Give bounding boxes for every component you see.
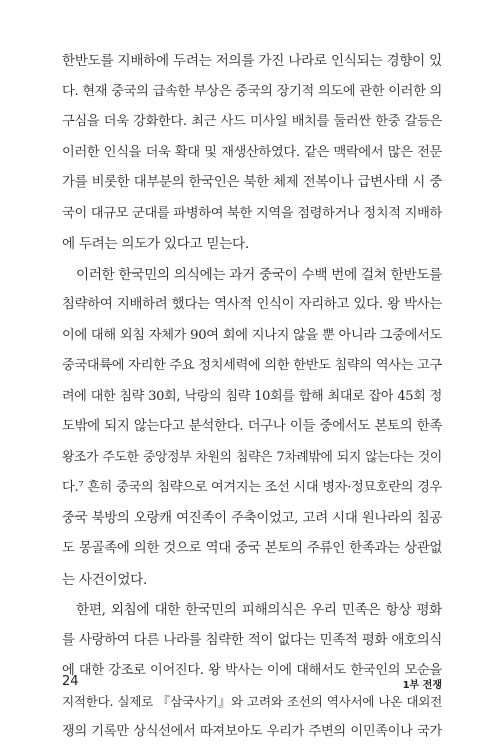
text-line: 구심을 더욱 강화한다. 최근 사드 미사일 배치를 둘러싼 한중 갈등은	[62, 114, 442, 129]
text-line: 려에 대한 침략 30회, 낙랑의 침략 10회를 합해 최대로 잡아 45회 정	[62, 388, 442, 404]
text-line: 지적한다. 실제로 『삼국사기』와 고려와 조선의 역사서에 나온 대외전	[62, 693, 442, 709]
text-line: 이에 대해 외침 자체가 90여 회에 지나지 않을 뿐 아니라 그중에서도	[62, 327, 442, 343]
text-line: 도 몽골족에 의한 것으로 역대 중국 본토의 주류인 한족과는 상관없	[62, 541, 442, 556]
text-line: 가를 비롯한 대부분의 한국인은 북한 체제 전복이나 급변사태 시 중	[62, 175, 442, 190]
text-line: 왕조가 주도한 중앙정부 차원의 침략은 7차례밖에 되지 않는다는 것이	[62, 449, 442, 465]
text-line: 이러한 한국민의 의식에는 과거 중국이 수백 번에 걸쳐 한반도를	[76, 266, 442, 283]
text-line: 다. 현재 중국의 급속한 부상은 중국의 장기적 의도에 관한 이러한 의	[62, 83, 442, 99]
text-line: 쟁의 기록만 상식선에서 따져보아도 우리가 주변의 이민족이나 국가	[62, 724, 442, 739]
text-line: 한편, 외침에 대한 한국민의 피해의식은 우리 민족은 항상 평화	[76, 602, 442, 618]
text-line: 를 사랑하여 다른 나라를 침략한 적이 없다는 민족적 평화 애호의식	[62, 632, 442, 648]
body-text	[62, 46, 442, 748]
text-line: 이러한 인식을 더욱 확대 및 재생산하였다. 같은 맥락에서 많은 전문	[62, 144, 442, 160]
text-line: 한반도를 지배하에 두려는 저의를 가진 나라로 인식되는 경향이 있	[62, 53, 442, 69]
text-line: 에 두려는 의도가 있다고 믿는다.	[62, 236, 249, 252]
text-line: 다.⁷ 흔히 중국의 침략으로 여겨지는 조선 시대 병자·정묘호란의 경우	[62, 480, 442, 495]
text-line: 는 사건이었다.	[62, 571, 148, 588]
page-number: 24	[62, 674, 79, 689]
text-line: 도밖에 되지 않는다고 분석한다. 더구나 이들 중에서도 본토의 한족	[62, 419, 442, 434]
running-title: 1부 전쟁	[402, 680, 442, 691]
text-line: 침략하여 지배하려 했다는 역사적 인식이 자리하고 있다. 왕 박사는	[62, 297, 442, 312]
text-line: 국이 대규모 군대를 파병하여 북한 지역을 점령하거나 정치적 지배하	[62, 205, 442, 221]
text-line: 중국대륙에 자리한 주요 정치세력에 의한 한반도 침략의 역사는 고구	[62, 358, 442, 373]
page-footer	[62, 674, 442, 694]
text-line: 중국 북방의 오랑캐 여진족이 주축이었고, 고려 시대 원나라의 침공	[62, 510, 442, 526]
text-line: 에 대한 강조로 이어진다. 왕 박사는 이에 대해서도 한국인의 모순을	[62, 663, 442, 678]
